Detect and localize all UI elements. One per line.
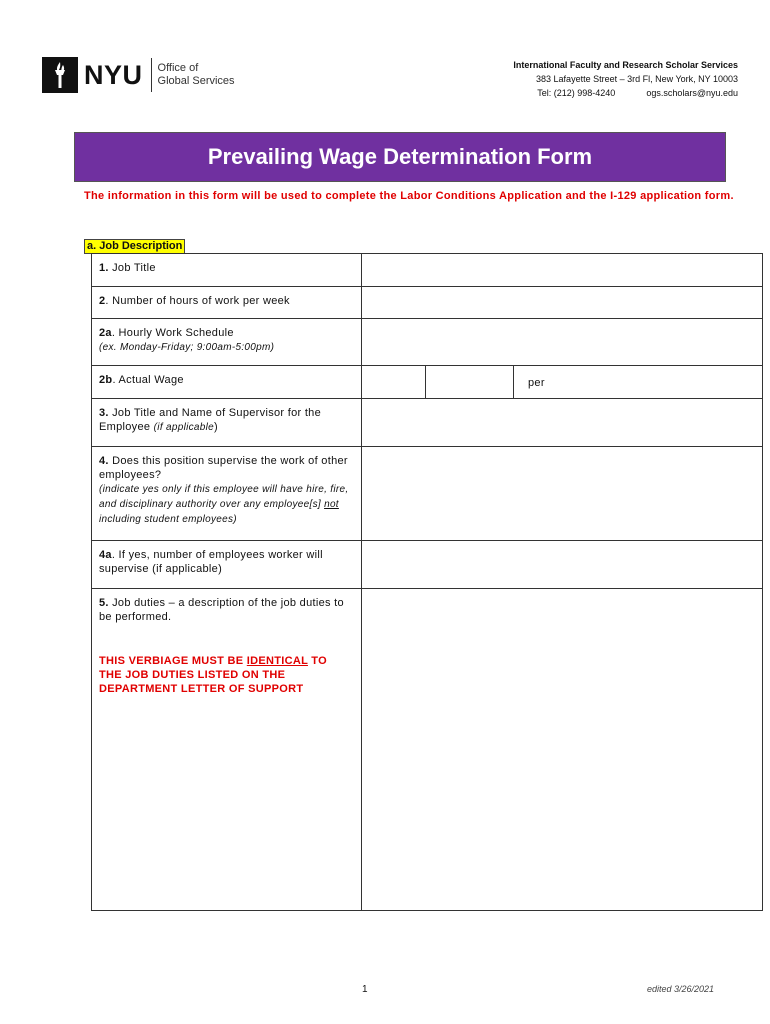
wage-label: 2b. Actual Wage (92, 366, 362, 399)
notice-text: The information in this form will be used to complete the Labor Conditions Application and the I-129 application form. (84, 190, 734, 202)
nyu-logo (42, 57, 235, 93)
num-employees-field[interactable] (362, 541, 763, 589)
job-duties-field[interactable] (362, 589, 763, 911)
supervisor-label: 3. Job Title and Name of Supervisor for the Employee (if applicable) (92, 399, 362, 447)
wage-cell (362, 366, 763, 399)
telephone: Tel: (212) 998-4240 (537, 88, 616, 98)
hours-field[interactable] (362, 287, 763, 319)
job-title-field[interactable] (362, 254, 763, 287)
schedule-field[interactable] (362, 319, 763, 366)
wage-value-field[interactable] (426, 366, 514, 398)
wage-amount-field[interactable] (362, 366, 426, 398)
page-number: 1 (362, 984, 368, 995)
torch-icon (42, 57, 78, 93)
contact-line (513, 86, 738, 100)
supervisor-field[interactable] (362, 399, 763, 447)
logo-divider (151, 58, 152, 92)
num-employees-label: 4a. If yes, number of employees worker will supervise (if applicable) (92, 541, 362, 589)
wage-per-field[interactable]: per (528, 377, 545, 389)
logo-text: NYU (84, 59, 143, 90)
title-banner (74, 132, 726, 182)
supervises-field[interactable] (362, 447, 763, 541)
org-name: International Faculty and Research Scholar Services (513, 60, 738, 70)
office-name: Office of Global Services (157, 62, 235, 87)
job-description-table (91, 253, 763, 911)
page-title: Prevailing Wage Determination Form (207, 144, 593, 169)
job-duties-label: 5. Job duties – a description of the job duties to be performed. THIS VERBIAGE MUST BE IDENTICAL TO THE JOB DUTIES LISTED ON THE DEPARTMENT LETTER OF SUPPORT (92, 589, 362, 911)
verbiage-warning: THIS VERBIAGE MUST BE IDENTICAL TO THE JOB DUTIES LISTED ON THE DEPARTMENT LETTER OF SUPPORT (99, 655, 327, 695)
schedule-label: 2a. Hourly Work Schedule (ex. Monday-Friday; 9:00am-5:00pm) (92, 319, 362, 366)
email: ogs.scholars@nyu.edu (646, 88, 738, 98)
hours-label: 2. Number of hours of work per week (92, 287, 362, 319)
section-a-label: a. Job Description (84, 239, 185, 254)
address: 383 Lafayette Street – 3rd Fl, New York, NY 10003 (536, 74, 738, 84)
edited-date: edited 3/26/2021 (646, 984, 714, 994)
supervises-label: 4. Does this position supervise the work of other employees? (indicate yes only if this employee will have hire, fire, and disciplinary authority over any employee[s] not including student employees) (92, 447, 362, 541)
job-title-label: 1. Job Title (92, 254, 362, 287)
contact-block (513, 58, 738, 100)
